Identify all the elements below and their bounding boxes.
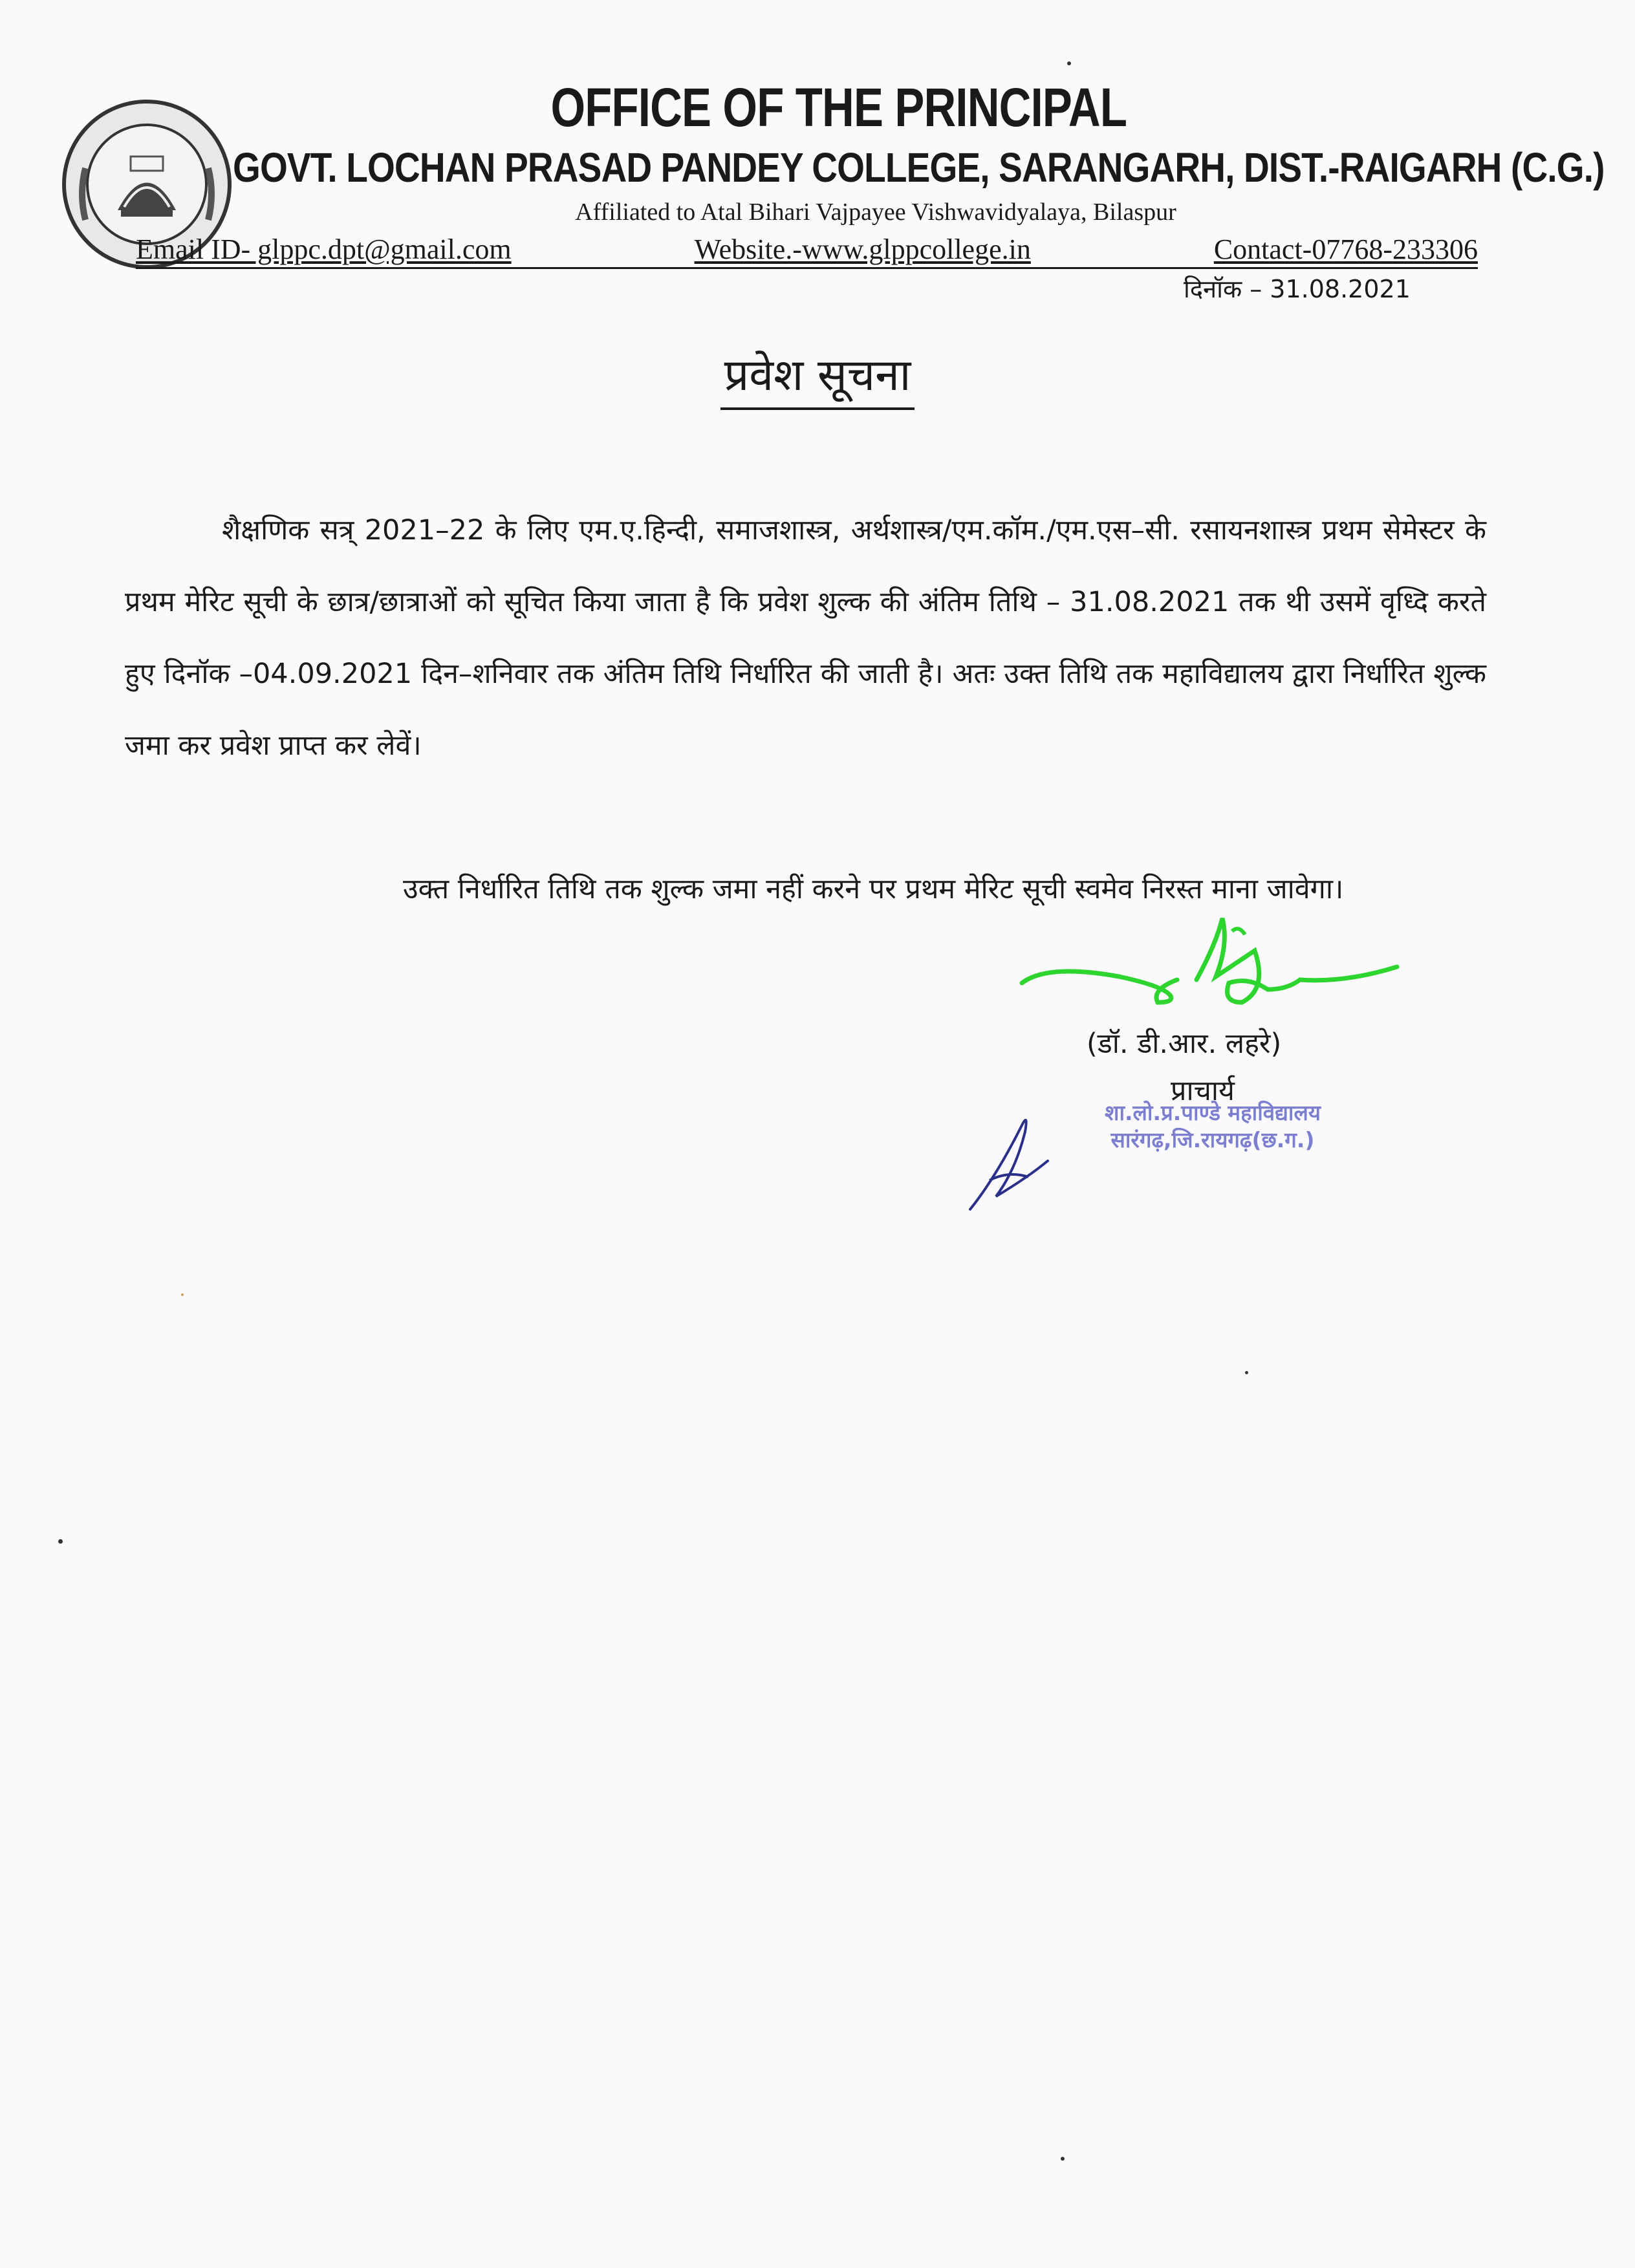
stamp-line-2: सारंगढ़,जि.रायगढ़(छ.ग.) bbox=[1110, 1127, 1315, 1152]
notice-date: दिनॉक – 31.08.2021 bbox=[1184, 275, 1411, 303]
stamp-line-1: शा.लो.प्र.पाण्डे महाविद्यालय bbox=[1105, 1100, 1321, 1125]
college-name: GOVT. LOCHAN PRASAD PANDEY COLLEGE, SARANGARH, DIST.-RAIGARH (C.G.) bbox=[233, 144, 1605, 191]
scan-speck bbox=[1061, 2157, 1065, 2161]
office-stamp bbox=[1061, 1099, 1365, 1154]
website-text: Website.-www.glppcollege.in bbox=[694, 233, 1031, 265]
signatory-designation: प्राचार्य bbox=[1171, 1075, 1235, 1107]
scan-speck bbox=[58, 1539, 63, 1544]
notice-paragraph-1: शैक्षणिक सत्र् 2021–22 के लिए एम.ए.हिन्दी, समाजशास्त्र, अर्थशास्त्र/एम.कॉम./एम.एस–सी. रसायनशास्त्र प्रथम सेमेस्टर के प्रथम मेरिट सूची के छात्र/छात्राओं को सूचित किया जाता है कि प्रवेश शुल्क की अंतिम तिथि – 31.08.2021 तक थी उसमें वृध्दि करते हुए दिनॉक –04.09.2021 दिन–शनिवार तक अंतिम तिथि निर्धारित की जाती है। अतः उक्त तिथि तक महाविद्यालय द्वारा निर्धारित शुल्क जमा कर प्रवेश प्राप्त कर लेवें। bbox=[125, 514, 1486, 762]
scan-speck bbox=[1245, 1371, 1248, 1374]
contact-number: Contact-07768-233306 bbox=[1213, 233, 1478, 265]
notice-heading bbox=[0, 343, 1635, 403]
email-text: Email ID- glppc.dpt@gmail.com bbox=[136, 233, 512, 265]
notice-heading-text: प्रवेश सूचना bbox=[720, 350, 915, 410]
scan-speck bbox=[1067, 61, 1071, 65]
notice-paragraph-2: उक्त निर्धारित तिथि तक शुल्क जमा नहीं करने पर प्रथम मेरिट सूची स्वमेव निरस्त माना जावेगा। bbox=[403, 873, 1344, 905]
principal-signature bbox=[1009, 905, 1410, 1035]
initial-mark bbox=[957, 1099, 1061, 1216]
office-title: OFFICE OF THE PRINCIPAL bbox=[550, 77, 1127, 138]
signatory-name: (डॉ. डी.आर. लहरे) bbox=[1087, 1028, 1282, 1060]
scan-speck bbox=[181, 1293, 184, 1296]
affiliation-line: Affiliated to Atal Bihari Vajpayee Vishwavidyalaya, Bilaspur bbox=[575, 199, 1176, 226]
contact-bar bbox=[136, 233, 1478, 269]
